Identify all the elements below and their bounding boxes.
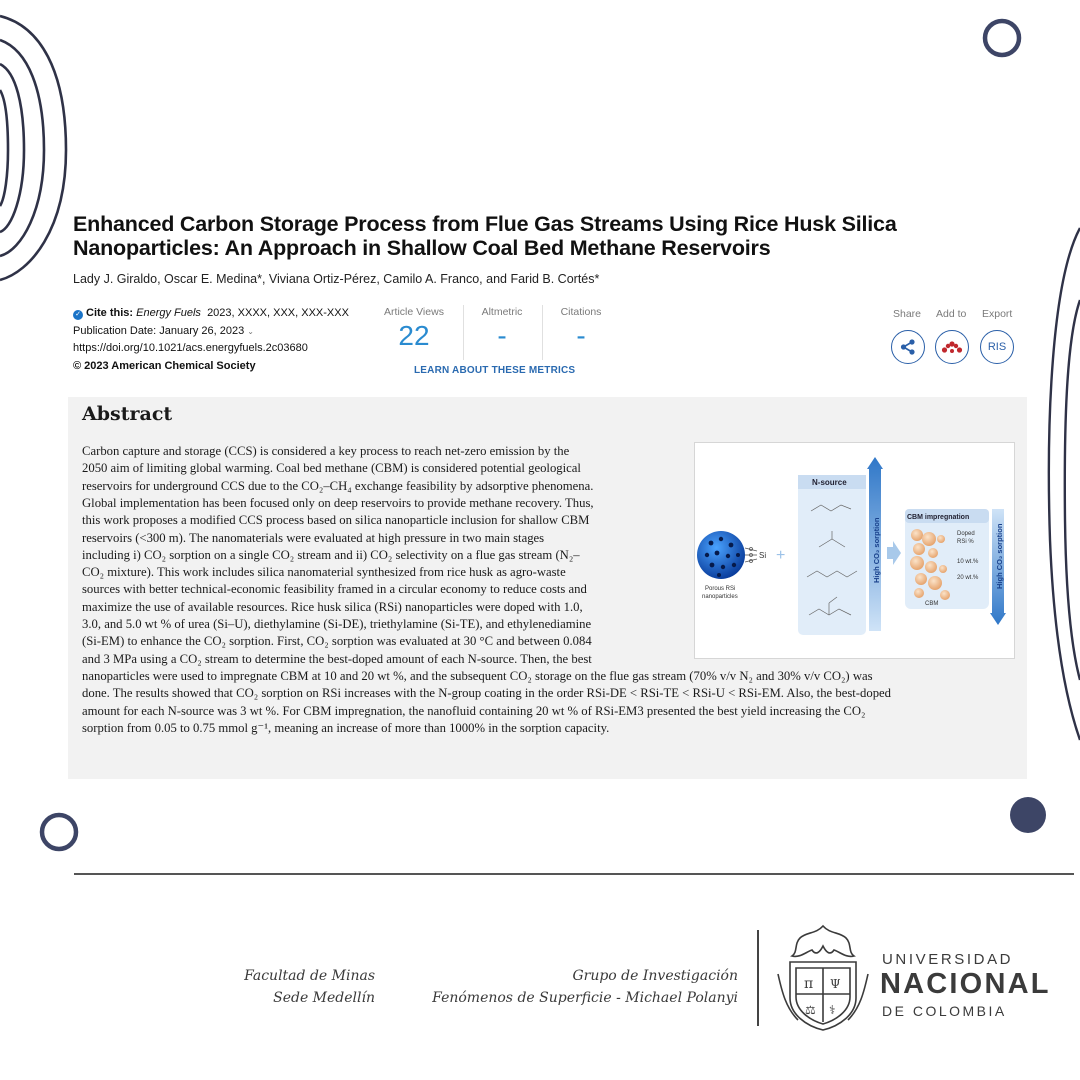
abstract-line: 3.0, and 5.0 wt % of urea (Si–U), diethylamine (Si-DE), triethylamine (Si-TE), and ethylenediamine <box>82 617 592 631</box>
group-line-2: Fenómenos de Superficie - Michael Polanyi <box>432 990 738 1006</box>
citation-block <box>73 305 349 375</box>
abstract-line: reservoirs (<300 m). The nanomaterials were evaluated at high pressure in two main stages <box>82 530 545 545</box>
abstract-line: amount for each N-source was 3 wt %. For CBM impregnation, the nanofluid containing 20 wt % of RSi-EM3 presented the best yield increasing the CO₂ <box>82 703 866 718</box>
wt20-label: 20 wt.% <box>957 575 979 581</box>
footer-divider <box>74 873 1074 875</box>
cbm-label: CBM <box>925 601 939 607</box>
metrics-divider <box>463 305 464 360</box>
journal-name: Energy Fuels <box>136 307 201 319</box>
abstract-line: Carbon capture and storage (CCS) is considered a key process to reach net-zero emission by the <box>82 444 570 458</box>
porous-label-2: nanoparticles <box>702 594 738 600</box>
svg-text:⚖: ⚖ <box>805 1003 816 1017</box>
cite-line <box>73 305 349 323</box>
cite-label[interactable]: Cite this: <box>86 307 134 319</box>
faculty-line-1: Facultad de Minas <box>244 968 375 984</box>
article-title <box>73 212 1013 260</box>
article-views-metric <box>372 306 456 352</box>
ring-bottom-left <box>42 815 76 849</box>
citations-metric <box>552 306 610 352</box>
cbm-title: CBM impregnation <box>907 514 970 521</box>
copyright: © 2023 American Chemical Society <box>73 359 256 372</box>
abstract-line: nanoparticles were used to impregnate CBM at 10 and 20 wt %, and the subsequent CO₂ storage on the flue gas stream (70% v/v N₂ and 30% v/v CO₂) was <box>82 668 873 683</box>
share-icon <box>899 338 917 356</box>
ris-label: RIS <box>987 341 1007 353</box>
toc-graphic <box>694 442 1015 659</box>
share-button[interactable] <box>891 330 925 364</box>
abstract-line: (Si-EM) to enhance the CO₂ sorption. First, CO₂ sorption was evaluated at 30 °C and between 0.084 <box>82 634 592 649</box>
right-arrow-icon <box>887 541 901 565</box>
research-group-text <box>400 965 738 1009</box>
article-views-value: 22 <box>398 320 430 351</box>
faculty-line-2: Sede Medellín <box>273 990 375 1006</box>
chevron-down-icon[interactable]: ⌄ <box>247 326 254 336</box>
si-label: Si <box>759 551 767 560</box>
abstract-line: 2050 aim of limiting global warming. Coal bed methane (CBM) is considered potential geological <box>82 461 581 476</box>
faculty-text <box>210 965 375 1009</box>
citations-value: - <box>576 320 586 351</box>
silanol-bonds <box>745 548 757 563</box>
doi-link[interactable]: https://doi.org/10.1021/acs.energyfuels.2c03680 <box>73 342 308 354</box>
university-name-line-2: NACIONAL <box>880 968 1051 1000</box>
altmetric-metric <box>470 306 534 352</box>
citations-label: Citations <box>560 306 602 318</box>
metrics-divider <box>542 305 543 360</box>
university-seal-icon <box>776 922 870 1034</box>
plus-icon: + <box>776 547 786 564</box>
author-list[interactable]: Lady J. Giraldo, Oscar E. Medina*, Viviana Ortiz-Pérez, Camilo A. Franco, and Farid B. Cortés* <box>73 272 600 286</box>
abstract-line: and 3 MPa using a CO₂ stream to determine the best-doped amount of each N-source. Then, the best <box>82 651 592 666</box>
high-sorption-left-label: High CO₂ sorption <box>872 517 881 583</box>
footer-vertical-divider <box>757 930 759 1026</box>
contour-lines-left <box>0 16 66 280</box>
high-sorption-right-label: High CO₂ sorption <box>995 523 1004 589</box>
university-name-line-3: DE COLOMBIA <box>882 1003 1007 1019</box>
abstract-line: CO₂ mixture). This work includes silica nanomaterial synthesized from rice husk as agro-waste <box>82 565 566 580</box>
verified-check-icon: ✓ <box>73 310 83 320</box>
svg-text:π: π <box>804 976 814 992</box>
abstract-line: maximize the use of available resources. Rice husk silica (RSi) nanoparticles were doped with 1.0, <box>82 599 583 614</box>
abstract-line: reservoirs for underground CCS due to the CO₂–CH₄ exchange feasibility by adsorptive phenomena. <box>82 478 594 493</box>
svg-text:Ψ: Ψ <box>830 977 841 991</box>
export-ris-button[interactable] <box>980 330 1014 364</box>
add-to-label: Add to <box>936 308 967 320</box>
toc-graphic-svg <box>695 443 1014 658</box>
export-label: Export <box>982 308 1013 320</box>
abstract-line: sources with better technical-economic feasibility framed in a circular economy to reduce costs and <box>82 582 587 597</box>
doped-label-2: RSi % <box>957 539 974 545</box>
contour-lines-right <box>1049 228 1080 740</box>
abstract-line: Global implementation has been focused only on deep reservoirs to provide methane recovery. Thus, <box>82 495 594 510</box>
doped-label-1: Doped <box>957 531 975 537</box>
abstract-line: including i) CO₂ sorption on a single CO₂ stream and ii) CO₂ selectivity on a flue gas stream (N₂– <box>82 547 580 562</box>
article-title-line-1: Enhanced Carbon Storage Process from Flue Gas Streams Using Rice Husk Silica <box>73 212 897 236</box>
share-label: Share <box>893 308 922 320</box>
citation-details: 2023, XXXX, XXX, XXX-XXX <box>207 307 349 319</box>
group-line-1: Grupo de Investigación <box>572 968 738 984</box>
publication-date: Publication Date: January 26, 2023 <box>73 324 245 337</box>
abstract-line: done. The results showed that CO₂ sorption on RSi increases with the N-group coating in the order RSi-DE < RSi-TE < RSi-U < RSi-EM. Also, the best-doped <box>82 686 892 701</box>
mendeley-icon <box>941 340 963 354</box>
altmetric-value: - <box>497 320 507 351</box>
add-to-mendeley-button[interactable] <box>935 330 969 364</box>
altmetric-label: Altmetric <box>481 306 523 318</box>
abstract-line: sorption from 0.05 to 0.75 mmol g⁻¹, meaning an increase of more than 1000% in the sorption capacity. <box>82 720 610 735</box>
wt10-label: 10 wt.% <box>957 559 979 565</box>
nsource-title: N-source <box>812 478 847 487</box>
dot-bottom-right <box>1010 797 1046 833</box>
porous-label-1: Porous RSi <box>705 586 736 592</box>
article-title-line-2: Nanoparticles: An Approach in Shallow Coal Bed Methane Reservoirs <box>73 236 771 260</box>
learn-metrics-link[interactable]: LEARN ABOUT THESE METRICS <box>414 365 576 376</box>
abstract-line: this work proposes a modified CCS process based on silica nanoparticle inclusion for shallow CBM <box>82 513 590 528</box>
article-views-label: Article Views <box>384 306 444 318</box>
university-name-line-1: UNIVERSIDAD <box>882 951 1014 968</box>
publication-date-row[interactable] <box>73 323 349 341</box>
ring-top-right <box>985 21 1019 55</box>
svg-text:⚕: ⚕ <box>829 1003 836 1017</box>
nsource-panel <box>798 475 866 635</box>
abstract-heading: Abstract <box>82 403 173 425</box>
